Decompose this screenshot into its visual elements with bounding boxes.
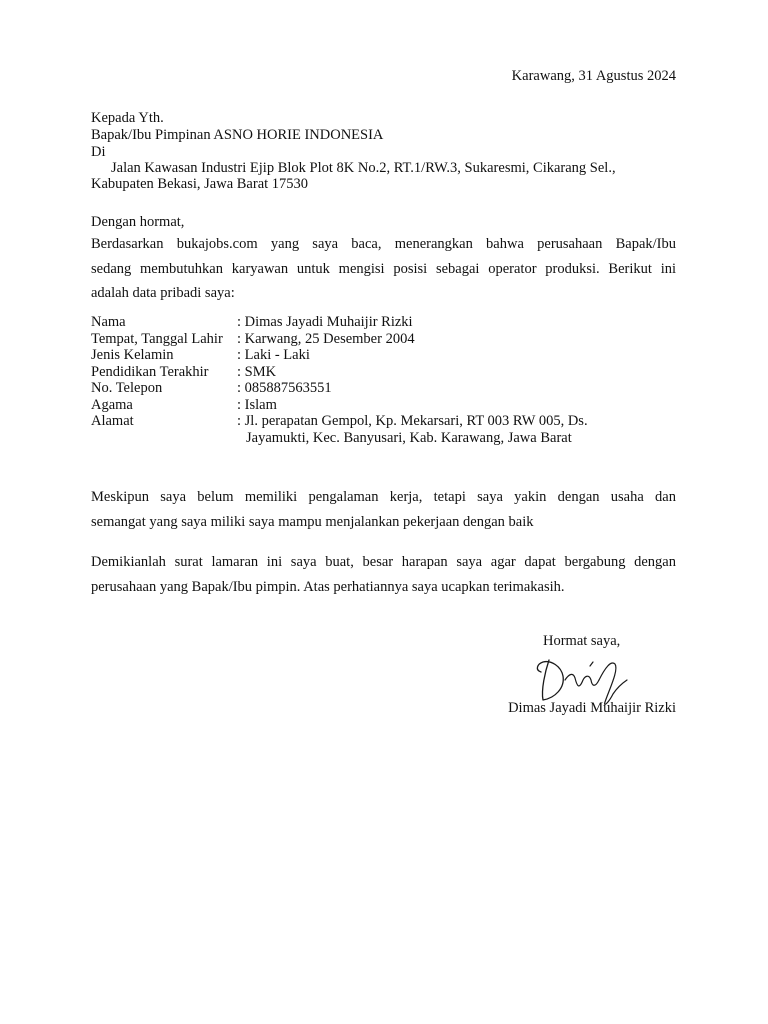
greeting: Dengan hormat, — [91, 214, 185, 230]
data-label: Tempat, Tanggal Lahir — [91, 330, 223, 347]
recipient-salutation: Kepada Yth. — [91, 110, 164, 126]
paragraph-experience — [91, 485, 676, 534]
data-label: Jenis Kelamin — [91, 347, 174, 363]
recipient-address-line1: Jalan Kawasan Industri Ejip Blok Plot 8K No.2, RT.1/RW.3, Sukaresmi, Cikarang Sel., — [111, 160, 616, 176]
paragraph-line: semangat yang saya miliki saya mampu menjalankan pekerjaan dengan baik — [91, 513, 534, 530]
data-value: : Karwang, 25 Desember 2004 — [237, 330, 415, 347]
data-value — [237, 413, 588, 446]
data-value: : 085887563551 — [237, 380, 332, 396]
intro-paragraph — [91, 232, 676, 306]
paragraph-line: Demikianlah surat lamaran ini saya buat, besar harapan saya agar dapat bergabung dengan — [91, 554, 676, 570]
paragraph-line: Meskipun saya belum memiliki pengalaman kerja, tetapi saya yakin dengan usaha dan — [91, 489, 676, 505]
date-line: Karawang, 31 Agustus 2024 — [511, 68, 676, 84]
data-row-nama — [91, 314, 676, 331]
closing-salutation: Hormat saya, — [543, 633, 621, 649]
data-row-ttl — [91, 331, 676, 348]
data-label: Agama — [91, 396, 133, 413]
intro-line: Berdasarkan bukajobs.com yang saya baca, menerangkan bahwa perusahaan Bapak/Ibu — [91, 236, 676, 252]
recipient-name: Bapak/Ibu Pimpinan ASNO HORIE INDONESIA — [91, 127, 384, 143]
data-value-line: : Jl. perapatan Gempol, Kp. Mekarsari, RT 003 RW 005, Ds. — [237, 413, 588, 429]
intro-line: adalah data pribadi saya: — [91, 285, 235, 301]
data-value-continuation: Jayamukti, Kec. Banyusari, Kab. Karawang, Jawa Barat — [246, 429, 572, 446]
paragraph-line: perusahaan yang Bapak/Ibu pimpin. Atas perhatiannya saya ucapkan terimakasih. — [91, 578, 565, 595]
data-row-telepon — [91, 380, 676, 397]
recipient-address-line2: Kabupaten Bekasi, Jawa Barat 17530 — [91, 176, 309, 192]
data-value: : Laki - Laki — [237, 347, 310, 363]
paragraph-closing — [91, 550, 676, 599]
data-row-jenis-kelamin — [91, 347, 676, 364]
intro-line: sedang membutuhkan karyawan untuk mengisi posisi sebagai operator produksi. Berikut ini — [91, 260, 676, 277]
data-value: : Islam — [237, 396, 277, 413]
data-row-agama — [91, 397, 676, 414]
data-row-alamat — [91, 413, 676, 446]
data-label: Alamat — [91, 413, 134, 429]
data-value: : Dimas Jayadi Muhaijir Rizki — [237, 314, 413, 330]
data-label: Pendidikan Terakhir — [91, 363, 209, 380]
data-value: : SMK — [237, 363, 277, 380]
recipient-di: Di — [91, 144, 106, 160]
data-label: Nama — [91, 314, 126, 330]
signer-name: Dimas Jayadi Muhaijir Rizki — [508, 700, 676, 716]
data-row-pendidikan — [91, 364, 676, 381]
data-label: No. Telepon — [91, 380, 163, 396]
personal-data-table — [91, 314, 676, 446]
